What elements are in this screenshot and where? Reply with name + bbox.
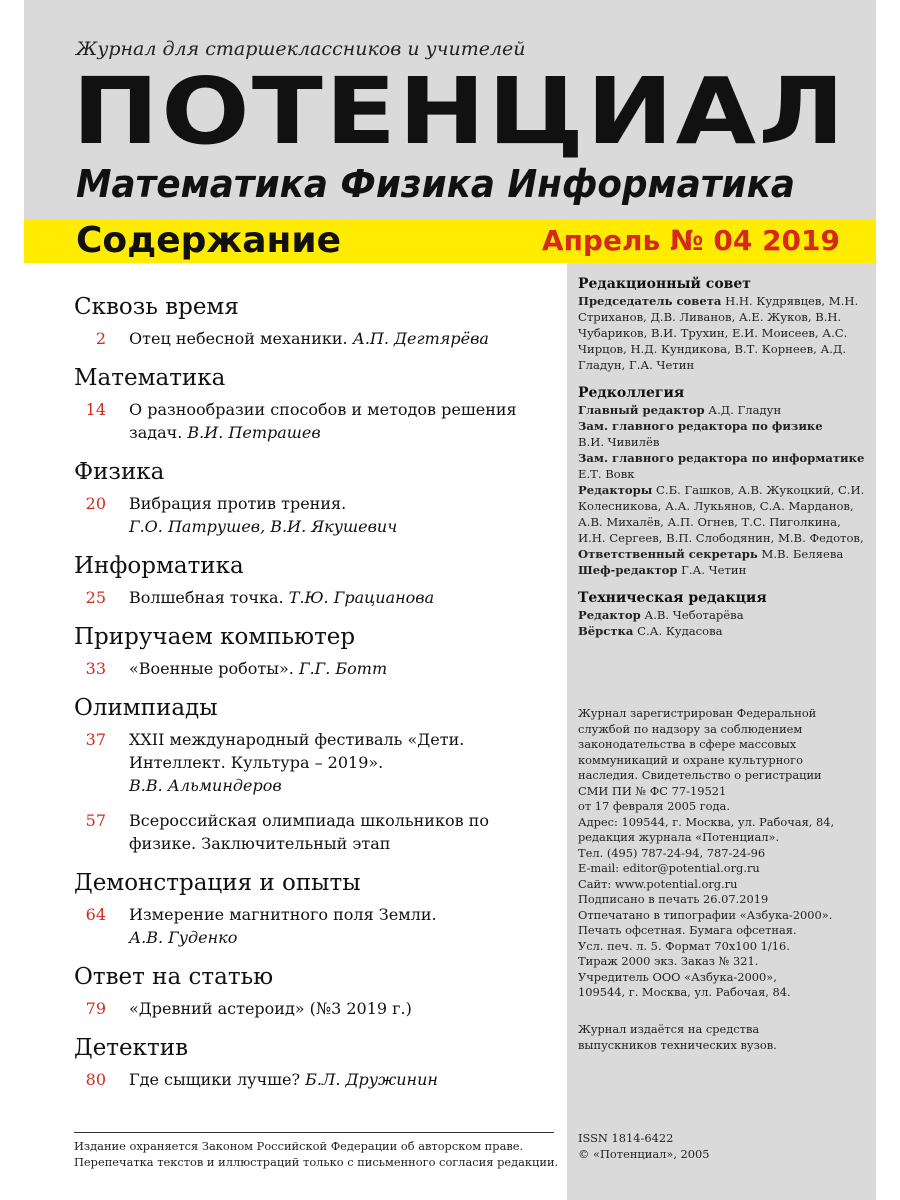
- page-number: 37: [85, 730, 106, 749]
- tech-editor-name: А.В. Чеботарёва: [644, 608, 744, 622]
- council-text: [578, 293, 868, 373]
- toc-item[interactable]: [74, 492, 552, 538]
- toc-section: [74, 693, 552, 855]
- section-title: Олимпиады: [74, 695, 218, 721]
- toc-item[interactable]: [74, 903, 552, 949]
- article-author: Г.Г. Ботт: [298, 659, 388, 678]
- journal-subjects: Математика Физика Информатика: [76, 162, 795, 206]
- chef-name: Г.А. Четин: [681, 563, 747, 577]
- toc-section: [74, 363, 552, 444]
- article-title: «Военные роботы».: [129, 659, 294, 678]
- toc-item[interactable]: [74, 657, 552, 680]
- reg-line: Адрес: 109544, г. Москва, ул. Рабочая, 84,: [578, 814, 835, 829]
- journal-tagline: Журнал для старшеклассников и учителей: [76, 38, 526, 60]
- reg-line: Отпечатано в типографии «Азбука-2000».: [578, 907, 833, 922]
- editorial-board: [578, 275, 868, 650]
- issn-block: [578, 1131, 868, 1162]
- reg-line: коммуникаций и охране культурного: [578, 752, 803, 767]
- page-number: 57: [85, 811, 106, 830]
- journal-masthead: ПОТЕНЦИАЛ: [72, 58, 847, 165]
- page-number: 33: [85, 659, 106, 678]
- article-title: Волшебная точка.: [129, 588, 284, 607]
- reg-line: наследия. Свидетельство о регистрации: [578, 768, 822, 782]
- toc-section: [74, 868, 552, 949]
- note-line: выпускников технических вузов.: [578, 1037, 777, 1052]
- note-line: Журнал издаётся на средства: [578, 1022, 760, 1036]
- layout-label: Вёрстка: [578, 624, 634, 638]
- toc-section: [74, 551, 552, 609]
- toc-section: [74, 622, 552, 680]
- page-number: 80: [85, 1070, 106, 1089]
- section-title: Демонстрация и опыты: [74, 870, 361, 896]
- reg-line: 109544, г. Москва, ул. Рабочая, 84.: [578, 985, 791, 999]
- page-number: 25: [85, 588, 106, 607]
- article-title: Отец небесной механики.: [129, 329, 348, 348]
- toc-item[interactable]: [74, 1068, 552, 1091]
- toc-section: [74, 962, 552, 1020]
- reg-line: СМИ ПИ № ФС 77-19521: [578, 783, 727, 798]
- article-author: Б.Л. Дружинин: [305, 1070, 438, 1089]
- registration-info: [578, 706, 868, 1001]
- reg-line: Подписано в печать 26.07.2019: [578, 892, 769, 906]
- toc-item[interactable]: [74, 398, 552, 444]
- legal-line: Издание охраняется Законом Российской Федерации об авторском праве.: [74, 1139, 524, 1153]
- tech-title: Техническая редакция: [578, 590, 767, 606]
- editorial-title: Редколлегия: [578, 385, 685, 401]
- reg-line: Печать офсетная. Бумага офсетная.: [578, 923, 797, 937]
- footer-divider: [74, 1132, 554, 1133]
- reg-line: законодательства в сфере массовых: [578, 737, 797, 751]
- section-title: Приручаем компьютер: [74, 624, 356, 650]
- secretary-name: М.В. Беляева: [761, 547, 844, 561]
- chief-name: А.Д. Гладун: [708, 403, 782, 417]
- deputy-phys-label: Зам. главного редактора по физике: [578, 419, 823, 433]
- reg-line: редакция журнала «Потенциал».: [578, 830, 780, 844]
- article-author: В.В. Альминдеров: [129, 776, 282, 795]
- toc-section: [74, 1033, 552, 1091]
- page-number: 64: [85, 905, 106, 924]
- page-number: 2: [95, 329, 106, 348]
- section-title: Информатика: [74, 553, 244, 579]
- layout-name: С.А. Кудасова: [637, 624, 723, 638]
- tech-block: [578, 589, 868, 639]
- toc-item[interactable]: [74, 327, 552, 350]
- chief-label: Главный редактор: [578, 403, 705, 417]
- reg-line: Тираж 2000 экз. Заказ № 321.: [578, 954, 759, 968]
- reg-line: Учредитель ООО «Азбука-2000»,: [578, 969, 777, 984]
- toc-section: [74, 292, 552, 350]
- article-author: Г.О. Патрушев, В.И. Якушевич: [129, 517, 398, 536]
- legal-line: Перепечатка текстов и иллюстраций только с письменного согласия редакции.: [74, 1155, 559, 1169]
- copyright-line: © «Потенциал», 2005: [578, 1146, 710, 1161]
- article-title: XXII международный фестиваль «Дети. Интеллект. Культура – 2019».: [129, 730, 465, 772]
- section-title: Сквозь время: [74, 294, 239, 320]
- funding-note: [578, 1022, 868, 1053]
- page-number: 14: [85, 400, 106, 419]
- section-title: Ответ на статью: [74, 964, 274, 990]
- tech-editor-label: Редактор: [578, 608, 641, 622]
- article-title: Всероссийская олимпиада школьников по физике. Заключительный этап: [129, 811, 489, 853]
- article-author: В.И. Петрашев: [187, 423, 321, 442]
- reg-line: от 17 февраля 2005 года.: [578, 799, 730, 813]
- page-number: 79: [85, 999, 106, 1018]
- council-members: Н.Н. Кудрявцев, М.Н. Стриханов, Д.В. Ливанов, А.Е. Жуков, В.Н. Чубариков, В.И. Трухин, Е.И. Моисеев, А.С. Чирцов, Н.Д. Кундикова, В.Т. Корнеев, А.Д. Гладун, Г.А. Четин: [578, 294, 859, 372]
- deputy-phys-name: В.И. Чивилёв: [578, 435, 660, 449]
- article-title: Измерение магнитного поля Земли.: [129, 905, 437, 924]
- website-line[interactable]: Сайт: www.potential.org.ru: [578, 876, 738, 891]
- article-title: «Древний астероид» (№3 2019 г.): [129, 999, 412, 1018]
- council-title: Редакционный совет: [578, 276, 751, 292]
- toc-section: [74, 457, 552, 538]
- council-chair-label: Председатель совета: [578, 294, 722, 308]
- toc-item[interactable]: [74, 809, 552, 855]
- editorial-block: [578, 384, 868, 578]
- issue-label: Апрель № 04 2019: [541, 224, 840, 257]
- email-line[interactable]: E-mail: editor@potential.org.ru: [578, 861, 760, 875]
- section-title: Математика: [74, 365, 226, 391]
- table-of-contents: [74, 292, 552, 1104]
- reg-line: службой по надзору за соблюдением: [578, 721, 803, 736]
- article-title: О разнообразии способов и методов решения задач.: [129, 400, 517, 442]
- deputy-inf-label: Зам. главного редактора по информатике: [578, 451, 865, 465]
- toc-item[interactable]: [74, 997, 552, 1020]
- article-author: А.В. Гуденко: [129, 928, 238, 947]
- article-author: А.П. Дегтярёва: [352, 329, 489, 348]
- toc-item[interactable]: [74, 728, 552, 797]
- chef-label: Шеф-редактор: [578, 563, 678, 577]
- issn-line: ISSN 1814-6422: [578, 1131, 674, 1145]
- section-title: Детектив: [74, 1035, 189, 1061]
- article-author: Т.Ю. Грацианова: [288, 588, 435, 607]
- page-number: 20: [85, 494, 106, 513]
- contents-title: Содержание: [76, 220, 342, 261]
- editors-label: Редакторы: [578, 483, 653, 497]
- legal-notice: [74, 1138, 564, 1170]
- article-title: Где сыщики лучше?: [129, 1070, 301, 1089]
- council-block: [578, 275, 868, 373]
- reg-line: Журнал зарегистрирован Федеральной: [578, 706, 817, 720]
- article-title: Вибрация против трения.: [129, 494, 347, 513]
- secretary-label: Ответственный секретарь: [578, 547, 758, 561]
- deputy-inf-name: Е.Т. Вовк: [578, 467, 635, 481]
- reg-line: Тел. (495) 787-24-94, 787-24-96: [578, 845, 766, 860]
- editors-names: С.Б. Гашков, А.В. Жукоцкий, С.И. Колесникова, А.А. Лукьянов, С.А. Марданов, А.В. Михалёв, А.П. Огнев, Т.С. Пиголкина, И.Н. Сергеев, В.П. Слободянин, М.В. Федотов,: [578, 483, 865, 545]
- toc-item[interactable]: [74, 586, 552, 609]
- section-title: Физика: [74, 459, 165, 485]
- reg-line: Усл. печ. л. 5. Формат 70х100 1/16.: [578, 938, 790, 953]
